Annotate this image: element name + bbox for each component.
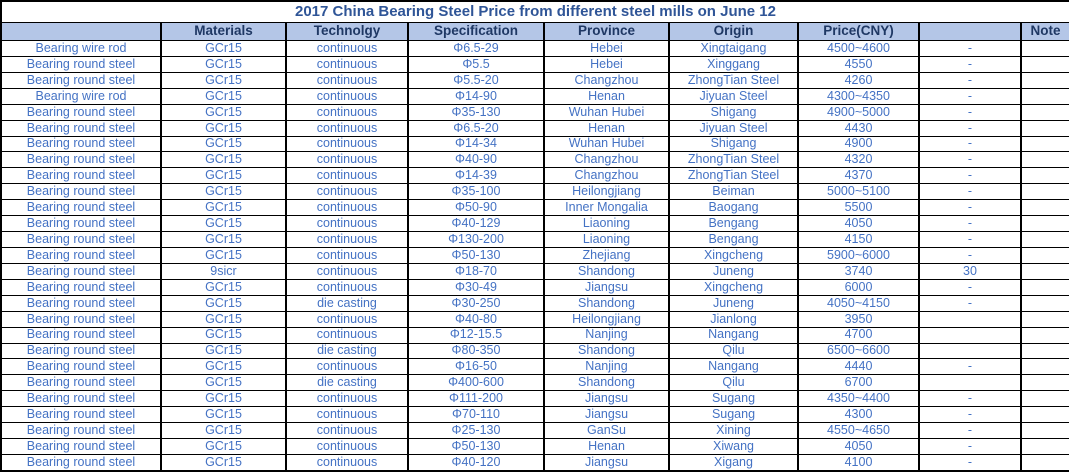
origin-cell: Xiwang — [669, 439, 798, 455]
note-cell — [1021, 120, 1069, 136]
province-cell: Hebei — [544, 41, 669, 57]
specification-cell: Φ14-34 — [408, 136, 544, 152]
table-row — [1, 152, 1069, 168]
price-cell: 4900 — [798, 136, 919, 152]
specification-cell: Φ5.5-20 — [408, 72, 544, 88]
province-cell: Shandong — [544, 295, 669, 311]
specification-cell: Φ35-100 — [408, 184, 544, 200]
price-cell: 6000 — [798, 279, 919, 295]
price-cell: 5500 — [798, 200, 919, 216]
province-cell: Henan — [544, 120, 669, 136]
note-cell — [1021, 247, 1069, 263]
origin-cell: Jiyuan Steel — [669, 120, 798, 136]
origin-cell: ZhongTian Steel — [669, 168, 798, 184]
province-cell: Jiangsu — [544, 454, 669, 471]
origin-cell: Jiyuan Steel — [669, 88, 798, 104]
specification-cell: Φ130-200 — [408, 232, 544, 248]
technology-cell: continuous — [286, 136, 408, 152]
materials-cell: GCr15 — [161, 423, 286, 439]
table-row — [1, 88, 1069, 104]
item-cell: Bearing round steel — [1, 168, 161, 184]
note-cell — [1021, 279, 1069, 295]
technology-cell: die casting — [286, 343, 408, 359]
specification-cell: Φ50-130 — [408, 439, 544, 455]
table-row — [1, 72, 1069, 88]
item-cell: Bearing round steel — [1, 72, 161, 88]
price-cell: 4350~4400 — [798, 391, 919, 407]
extra-cell: 30 — [919, 263, 1021, 279]
price-cell: 4900~5000 — [798, 104, 919, 120]
province-cell: Heilongjiang — [544, 311, 669, 327]
item-cell: Bearing round steel — [1, 120, 161, 136]
item-cell: Bearing round steel — [1, 247, 161, 263]
extra-cell: - — [919, 152, 1021, 168]
province-cell: Wuhan Hubei — [544, 136, 669, 152]
price-cell: 3950 — [798, 311, 919, 327]
title-row — [1, 1, 1069, 23]
materials-cell: GCr15 — [161, 359, 286, 375]
province-cell: Henan — [544, 439, 669, 455]
note-cell — [1021, 216, 1069, 232]
note-cell — [1021, 439, 1069, 455]
table-row — [1, 439, 1069, 455]
extra-cell: - — [919, 247, 1021, 263]
note-cell — [1021, 311, 1069, 327]
origin-cell: Xining — [669, 423, 798, 439]
item-cell: Bearing round steel — [1, 152, 161, 168]
price-cell: 4260 — [798, 72, 919, 88]
specification-cell: Φ14-90 — [408, 88, 544, 104]
note-cell — [1021, 423, 1069, 439]
origin-cell: Xingcheng — [669, 279, 798, 295]
province-cell: Jiangsu — [544, 391, 669, 407]
item-cell: Bearing round steel — [1, 295, 161, 311]
extra-cell: - — [919, 216, 1021, 232]
extra-cell: - — [919, 56, 1021, 72]
province-cell: Changzhou — [544, 152, 669, 168]
materials-cell: GCr15 — [161, 247, 286, 263]
origin-cell: Nangang — [669, 327, 798, 343]
note-cell — [1021, 136, 1069, 152]
materials-cell: GCr15 — [161, 72, 286, 88]
province-cell: GanSu — [544, 423, 669, 439]
note-cell — [1021, 152, 1069, 168]
table-row — [1, 41, 1069, 57]
note-cell — [1021, 184, 1069, 200]
specification-cell: Φ80-350 — [408, 343, 544, 359]
price-cell: 4300 — [798, 407, 919, 423]
technology-cell: continuous — [286, 311, 408, 327]
extra-cell — [919, 343, 1021, 359]
note-cell — [1021, 168, 1069, 184]
item-cell: Bearing round steel — [1, 439, 161, 455]
province-cell: Jiangsu — [544, 407, 669, 423]
price-cell: 4050~4150 — [798, 295, 919, 311]
table-row — [1, 184, 1069, 200]
origin-cell: Juneng — [669, 263, 798, 279]
price-cell: 3740 — [798, 263, 919, 279]
price-cell: 4370 — [798, 168, 919, 184]
col-header-province: Province — [544, 23, 669, 41]
col-header-price: Price(CNY) — [798, 23, 919, 41]
item-cell: Bearing round steel — [1, 454, 161, 471]
origin-cell: ZhongTian Steel — [669, 72, 798, 88]
item-cell: Bearing round steel — [1, 200, 161, 216]
col-header-origin: Origin — [669, 23, 798, 41]
item-cell: Bearing round steel — [1, 391, 161, 407]
technology-cell: continuous — [286, 263, 408, 279]
col-header-specification: Specification — [408, 23, 544, 41]
origin-cell: Xingcheng — [669, 247, 798, 263]
col-header-materials: Materials — [161, 23, 286, 41]
province-cell: Liaoning — [544, 232, 669, 248]
technology-cell: continuous — [286, 120, 408, 136]
table-row — [1, 263, 1069, 279]
item-cell: Bearing round steel — [1, 263, 161, 279]
materials-cell: GCr15 — [161, 56, 286, 72]
note-cell — [1021, 327, 1069, 343]
origin-cell: ZhongTian Steel — [669, 152, 798, 168]
price-cell: 4550~4650 — [798, 423, 919, 439]
specification-cell: Φ400-600 — [408, 375, 544, 391]
note-cell — [1021, 359, 1069, 375]
extra-cell: - — [919, 232, 1021, 248]
note-cell — [1021, 41, 1069, 57]
specification-cell: Φ6.5-29 — [408, 41, 544, 57]
extra-cell: - — [919, 454, 1021, 471]
province-cell: Hebei — [544, 56, 669, 72]
materials-cell: GCr15 — [161, 391, 286, 407]
materials-cell: GCr15 — [161, 295, 286, 311]
materials-cell: GCr15 — [161, 279, 286, 295]
extra-cell: - — [919, 88, 1021, 104]
table-row — [1, 407, 1069, 423]
extra-cell: - — [919, 184, 1021, 200]
specification-cell: Φ40-90 — [408, 152, 544, 168]
item-cell: Bearing wire rod — [1, 41, 161, 57]
price-cell: 4050 — [798, 439, 919, 455]
specification-cell: Φ14-39 — [408, 168, 544, 184]
table-row — [1, 343, 1069, 359]
technology-cell: continuous — [286, 407, 408, 423]
province-cell: Shandong — [544, 263, 669, 279]
materials-cell: GCr15 — [161, 104, 286, 120]
table-row — [1, 200, 1069, 216]
item-cell: Bearing round steel — [1, 407, 161, 423]
item-cell: Bearing round steel — [1, 359, 161, 375]
province-cell: Henan — [544, 88, 669, 104]
province-cell: Shandong — [544, 343, 669, 359]
col-header-note: Note — [1021, 23, 1069, 41]
col-header-item — [1, 23, 161, 41]
price-cell: 4300~4350 — [798, 88, 919, 104]
origin-cell: Beiman — [669, 184, 798, 200]
price-cell: 4430 — [798, 120, 919, 136]
technology-cell: continuous — [286, 327, 408, 343]
province-cell: Zhejiang — [544, 247, 669, 263]
item-cell: Bearing round steel — [1, 327, 161, 343]
price-cell: 4050 — [798, 216, 919, 232]
item-cell: Bearing round steel — [1, 136, 161, 152]
item-cell: Bearing round steel — [1, 423, 161, 439]
item-cell: Bearing round steel — [1, 184, 161, 200]
item-cell: Bearing round steel — [1, 311, 161, 327]
materials-cell: GCr15 — [161, 168, 286, 184]
specification-cell: Φ30-49 — [408, 279, 544, 295]
origin-cell: Xinggang — [669, 56, 798, 72]
item-cell: Bearing wire rod — [1, 88, 161, 104]
extra-cell — [919, 375, 1021, 391]
price-cell: 5900~6000 — [798, 247, 919, 263]
technology-cell: die casting — [286, 295, 408, 311]
province-cell: Jiangsu — [544, 279, 669, 295]
materials-cell: GCr15 — [161, 232, 286, 248]
note-cell — [1021, 263, 1069, 279]
price-cell: 4500~4600 — [798, 41, 919, 57]
extra-cell: - — [919, 391, 1021, 407]
technology-cell: continuous — [286, 56, 408, 72]
materials-cell: GCr15 — [161, 343, 286, 359]
note-cell — [1021, 56, 1069, 72]
materials-cell: GCr15 — [161, 136, 286, 152]
item-cell: Bearing round steel — [1, 279, 161, 295]
specification-cell: Φ30-250 — [408, 295, 544, 311]
province-cell: Nanjing — [544, 327, 669, 343]
header-row — [1, 23, 1069, 41]
table-row — [1, 120, 1069, 136]
technology-cell: die casting — [286, 375, 408, 391]
extra-cell: - — [919, 72, 1021, 88]
technology-cell: continuous — [286, 104, 408, 120]
technology-cell: continuous — [286, 247, 408, 263]
specification-cell: Φ16-50 — [408, 359, 544, 375]
origin-cell: Xigang — [669, 454, 798, 471]
technology-cell: continuous — [286, 359, 408, 375]
note-cell — [1021, 232, 1069, 248]
specification-cell: Φ50-130 — [408, 247, 544, 263]
col-header-extra — [919, 23, 1021, 41]
technology-cell: continuous — [286, 200, 408, 216]
extra-cell: - — [919, 41, 1021, 57]
technology-cell: continuous — [286, 168, 408, 184]
technology-cell: continuous — [286, 184, 408, 200]
table-row — [1, 327, 1069, 343]
origin-cell: Sugang — [669, 407, 798, 423]
origin-cell: Shigang — [669, 104, 798, 120]
specification-cell: Φ70-110 — [408, 407, 544, 423]
price-cell: 4100 — [798, 454, 919, 471]
table-row — [1, 375, 1069, 391]
item-cell: Bearing round steel — [1, 375, 161, 391]
extra-cell: - — [919, 439, 1021, 455]
price-cell: 4700 — [798, 327, 919, 343]
note-cell — [1021, 104, 1069, 120]
origin-cell: Baogang — [669, 200, 798, 216]
origin-cell: Jianlong — [669, 311, 798, 327]
origin-cell: Qilu — [669, 343, 798, 359]
note-cell — [1021, 454, 1069, 471]
extra-cell: - — [919, 407, 1021, 423]
technology-cell: continuous — [286, 279, 408, 295]
technology-cell: continuous — [286, 216, 408, 232]
table-row — [1, 104, 1069, 120]
price-cell: 4440 — [798, 359, 919, 375]
materials-cell: 9sicr — [161, 263, 286, 279]
technology-cell: continuous — [286, 391, 408, 407]
price-cell: 4320 — [798, 152, 919, 168]
price-cell: 6500~6600 — [798, 343, 919, 359]
note-cell — [1021, 343, 1069, 359]
province-cell: Nanjing — [544, 359, 669, 375]
extra-cell: - — [919, 359, 1021, 375]
materials-cell: GCr15 — [161, 407, 286, 423]
extra-cell: - — [919, 168, 1021, 184]
materials-cell: GCr15 — [161, 439, 286, 455]
note-cell — [1021, 407, 1069, 423]
materials-cell: GCr15 — [161, 200, 286, 216]
item-cell: Bearing round steel — [1, 343, 161, 359]
technology-cell: continuous — [286, 152, 408, 168]
specification-cell: Φ40-129 — [408, 216, 544, 232]
extra-cell: - — [919, 279, 1021, 295]
materials-cell: GCr15 — [161, 327, 286, 343]
province-cell: Shandong — [544, 375, 669, 391]
note-cell — [1021, 375, 1069, 391]
origin-cell: Bengang — [669, 232, 798, 248]
page-title: 2017 China Bearing Steel Price from different steel mills on June 12 — [1, 1, 1069, 23]
materials-cell: GCr15 — [161, 375, 286, 391]
table-row — [1, 232, 1069, 248]
specification-cell: Φ111-200 — [408, 391, 544, 407]
province-cell: Changzhou — [544, 72, 669, 88]
materials-cell: GCr15 — [161, 216, 286, 232]
item-cell: Bearing round steel — [1, 56, 161, 72]
specification-cell: Φ25-130 — [408, 423, 544, 439]
extra-cell: - — [919, 423, 1021, 439]
technology-cell: continuous — [286, 439, 408, 455]
note-cell — [1021, 88, 1069, 104]
price-cell: 6700 — [798, 375, 919, 391]
note-cell — [1021, 72, 1069, 88]
extra-cell: - — [919, 200, 1021, 216]
extra-cell: - — [919, 104, 1021, 120]
table-row — [1, 216, 1069, 232]
materials-cell: GCr15 — [161, 120, 286, 136]
technology-cell: continuous — [286, 41, 408, 57]
technology-cell: continuous — [286, 423, 408, 439]
table-row — [1, 168, 1069, 184]
specification-cell: Φ50-90 — [408, 200, 544, 216]
origin-cell: Sugang — [669, 391, 798, 407]
materials-cell: GCr15 — [161, 152, 286, 168]
province-cell: Changzhou — [544, 168, 669, 184]
materials-cell: GCr15 — [161, 454, 286, 471]
technology-cell: continuous — [286, 232, 408, 248]
col-header-technology: Technolgy — [286, 23, 408, 41]
origin-cell: Shigang — [669, 136, 798, 152]
table-row — [1, 311, 1069, 327]
price-cell: 4550 — [798, 56, 919, 72]
technology-cell: continuous — [286, 454, 408, 471]
specification-cell: Φ18-70 — [408, 263, 544, 279]
table-row — [1, 136, 1069, 152]
table-row — [1, 423, 1069, 439]
materials-cell: GCr15 — [161, 41, 286, 57]
origin-cell: Juneng — [669, 295, 798, 311]
specification-cell: Φ6.5-20 — [408, 120, 544, 136]
specification-cell: Φ35-130 — [408, 104, 544, 120]
price-cell: 4150 — [798, 232, 919, 248]
price-cell: 5000~5100 — [798, 184, 919, 200]
specification-cell: Φ40-120 — [408, 454, 544, 471]
extra-cell — [919, 327, 1021, 343]
extra-cell: - — [919, 295, 1021, 311]
province-cell: Inner Mongalia — [544, 200, 669, 216]
item-cell: Bearing round steel — [1, 232, 161, 248]
item-cell: Bearing round steel — [1, 216, 161, 232]
specification-cell: Φ40-80 — [408, 311, 544, 327]
note-cell — [1021, 200, 1069, 216]
table-row — [1, 247, 1069, 263]
materials-cell: GCr15 — [161, 184, 286, 200]
province-cell: Wuhan Hubei — [544, 104, 669, 120]
table-row — [1, 295, 1069, 311]
note-cell — [1021, 391, 1069, 407]
specification-cell: Φ12-15.5 — [408, 327, 544, 343]
extra-cell: - — [919, 136, 1021, 152]
table-row — [1, 454, 1069, 471]
extra-cell — [919, 311, 1021, 327]
origin-cell: Nangang — [669, 359, 798, 375]
note-cell — [1021, 295, 1069, 311]
origin-cell: Xingtaigang — [669, 41, 798, 57]
table-row — [1, 279, 1069, 295]
item-cell: Bearing round steel — [1, 104, 161, 120]
table-body — [1, 41, 1069, 472]
materials-cell: GCr15 — [161, 88, 286, 104]
origin-cell: Qilu — [669, 375, 798, 391]
province-cell: Heilongjiang — [544, 184, 669, 200]
specification-cell: Φ5.5 — [408, 56, 544, 72]
materials-cell: GCr15 — [161, 311, 286, 327]
table-row — [1, 56, 1069, 72]
table-row — [1, 359, 1069, 375]
origin-cell: Bengang — [669, 216, 798, 232]
province-cell: Liaoning — [544, 216, 669, 232]
technology-cell: continuous — [286, 88, 408, 104]
table-row — [1, 391, 1069, 407]
technology-cell: continuous — [286, 72, 408, 88]
extra-cell: - — [919, 120, 1021, 136]
